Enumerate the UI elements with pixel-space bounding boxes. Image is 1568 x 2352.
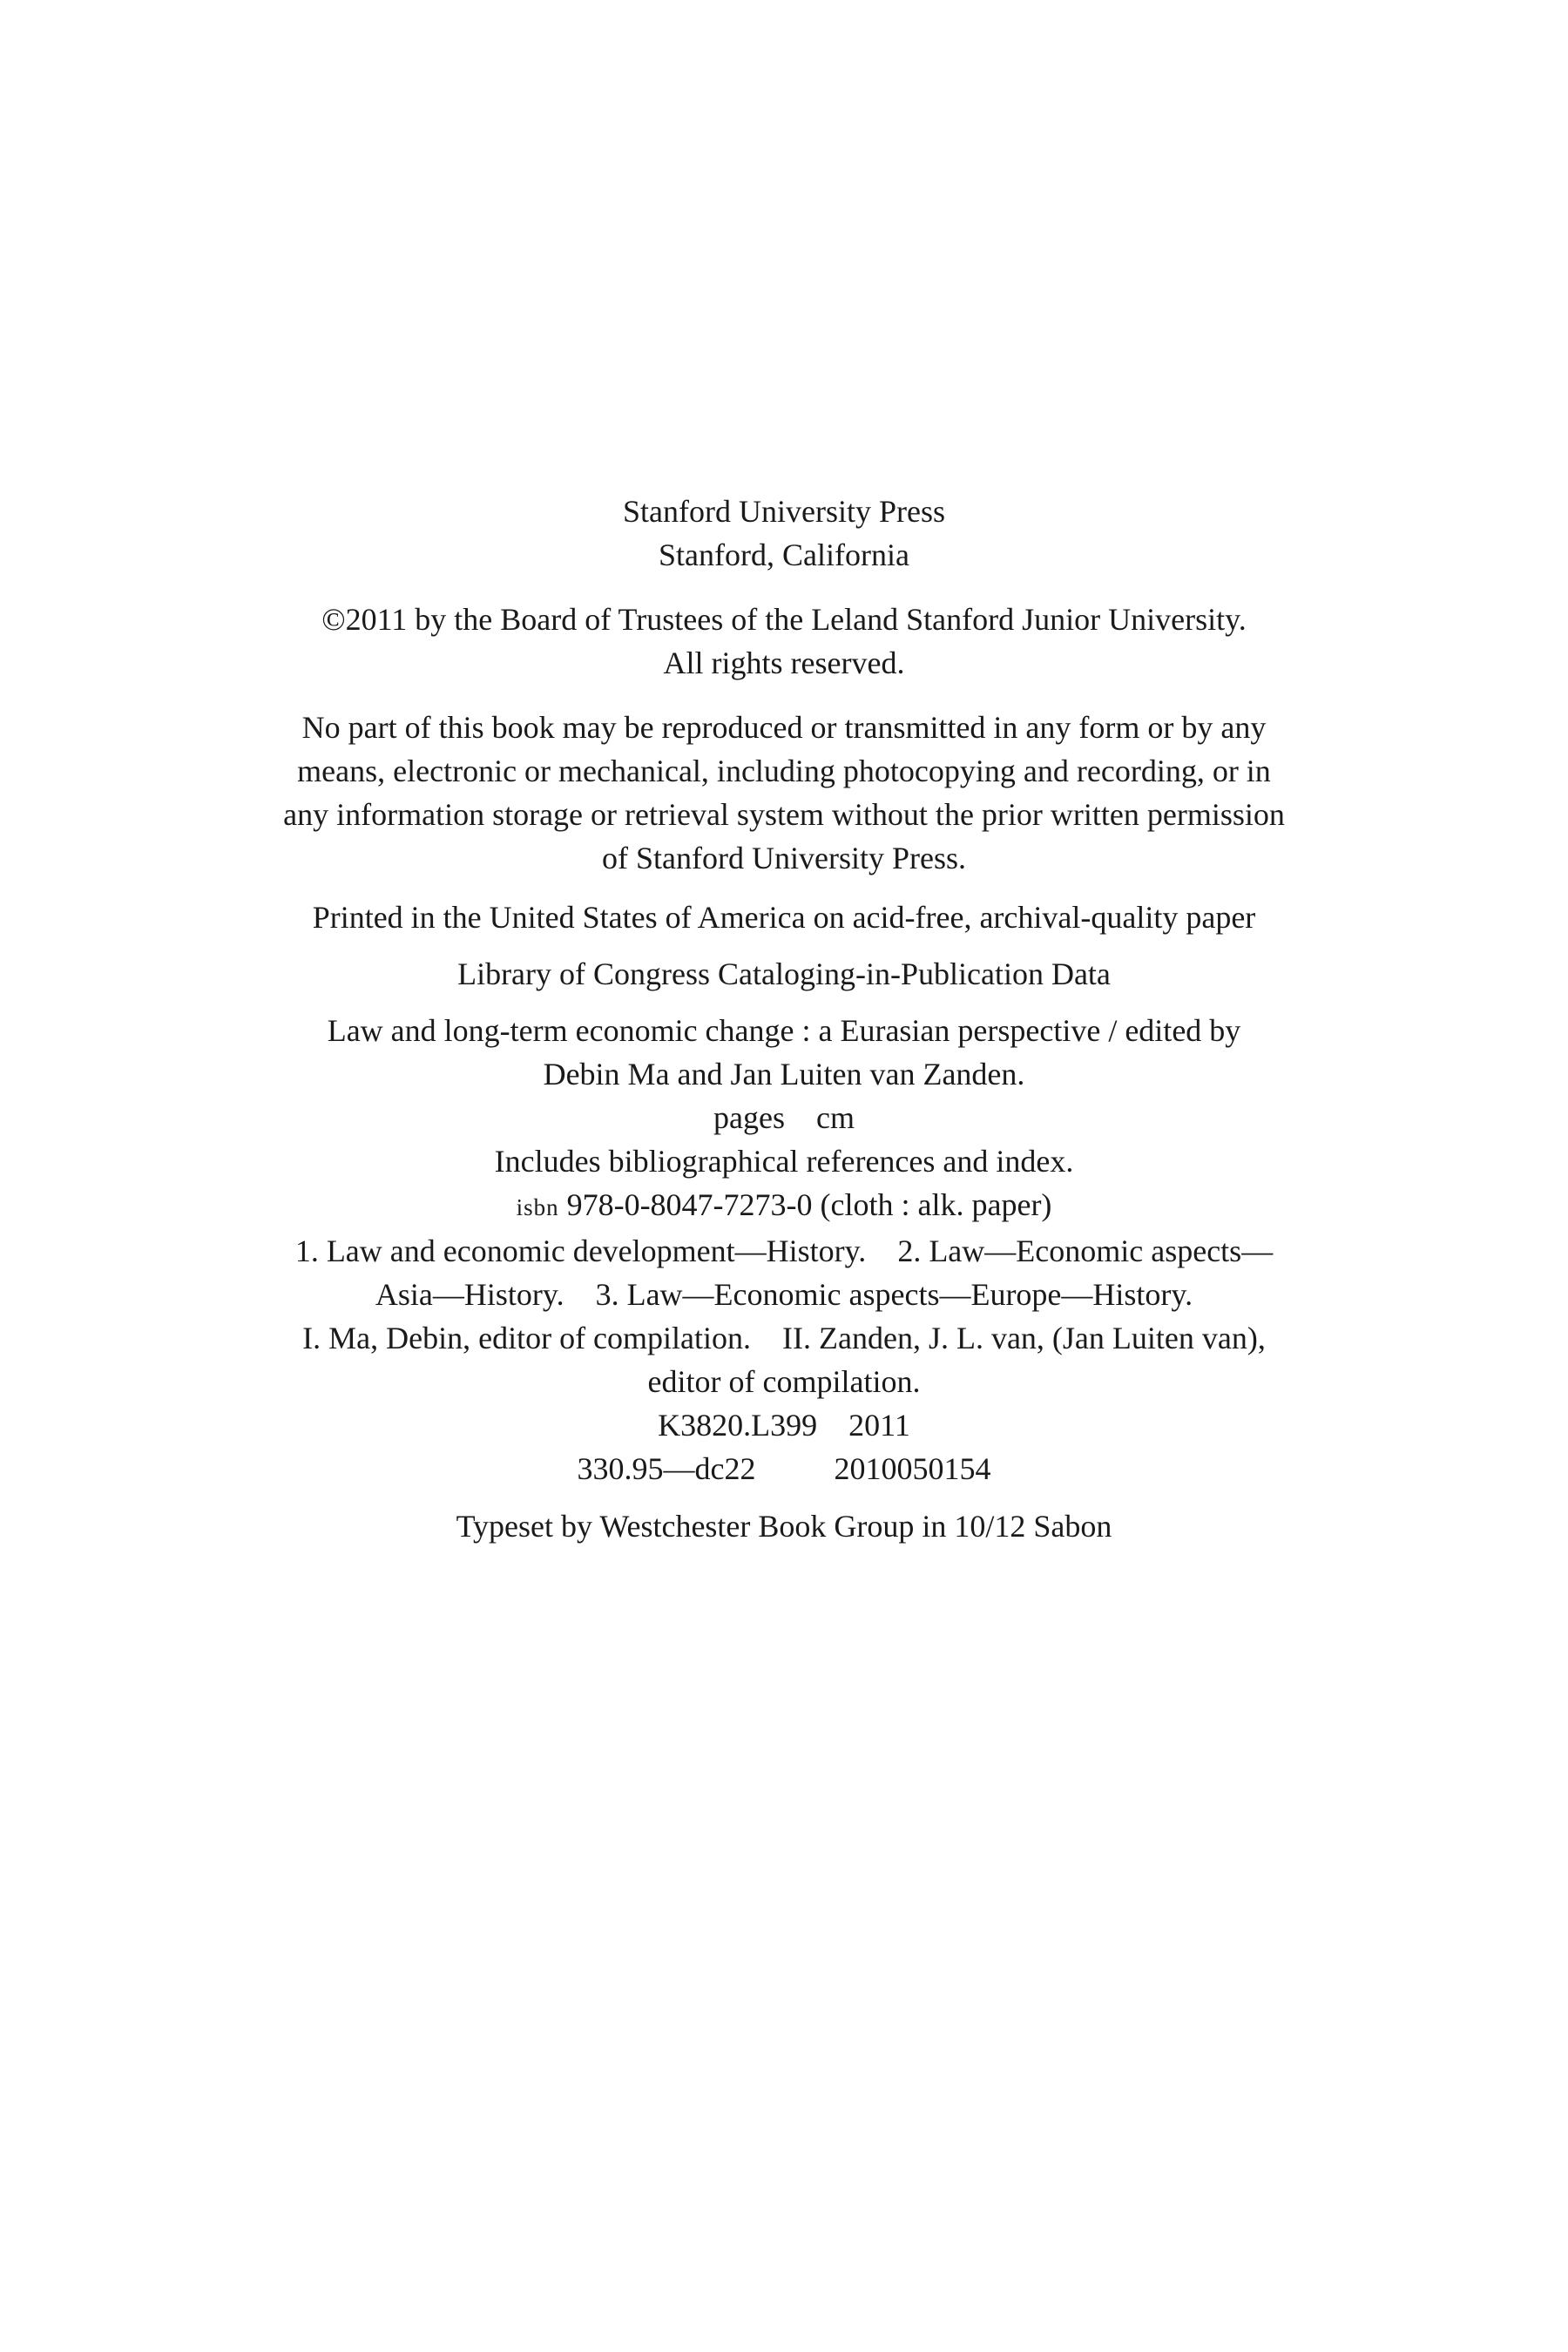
- lccn-number: 2010050154: [834, 1451, 991, 1486]
- rights-statement: [0, 706, 1568, 880]
- printing-line: Printed in the United States of America on acid-free, archival-quality paper: [312, 900, 1256, 935]
- isbn-label: isbn: [516, 1194, 559, 1220]
- cip-dewey-line: [0, 1447, 1568, 1490]
- cip-editors-line-1: [0, 1316, 1568, 1360]
- rights-line-4: of Stanford University Press.: [602, 841, 966, 875]
- publisher-block: [0, 490, 1568, 577]
- cip-editors-line-2: editor of compilation.: [647, 1364, 921, 1399]
- cip-isbn-line: [0, 1183, 1568, 1229]
- cip-subject-2: 2. Law—Economic aspects—: [897, 1233, 1274, 1268]
- cip-title-line-2: Debin Ma and Jan Luiten van Zanden.: [543, 1057, 1025, 1092]
- lc-class-number: K3820.L399: [658, 1408, 818, 1443]
- cip-lc-line: [0, 1403, 1568, 1447]
- cip-editor-1: I. Ma, Debin, editor of compilation.: [302, 1321, 752, 1355]
- rights-line-1: No part of this book may be reproduced or transmitted in any form or by any: [301, 710, 1267, 745]
- cip-physical-description: [0, 1096, 1568, 1139]
- copyright-notice: ©2011 by the Board of Trustees of the Leland Stanford Junior University.: [321, 602, 1247, 637]
- isbn-value: 978-0-8047-7273-0 (cloth : alk. paper): [566, 1187, 1052, 1222]
- rights-line-2: means, electronic or mechanical, including photocopying and recording, or in: [297, 754, 1271, 788]
- cip-data-block: [0, 1009, 1568, 1490]
- cip-subject-2-cont: Asia—History.: [375, 1277, 564, 1312]
- typeset-line: Typeset by Westchester Book Group in 10/12 Sabon: [456, 1509, 1112, 1544]
- cip-subject-1: 1. Law and economic development—History.: [294, 1233, 867, 1268]
- cip-subject-3: 3. Law—Economic aspects—Europe—History.: [595, 1277, 1193, 1312]
- rights-reserved: All rights reserved.: [663, 645, 905, 680]
- copyright-block: [0, 598, 1568, 685]
- cip-pages: pages: [713, 1100, 785, 1135]
- cip-editor-2: II. Zanden, J. L. van, (Jan Luiten van),: [782, 1321, 1266, 1355]
- cip-title-line-1: Law and long-term economic change : a Eurasian perspective / edited by: [327, 1013, 1241, 1048]
- cip-subjects-line-1: [0, 1229, 1568, 1273]
- typeset-statement: [0, 1504, 1568, 1548]
- cip-subjects-line-2: [0, 1273, 1568, 1316]
- loc-heading: [0, 952, 1568, 996]
- printing-statement: [0, 896, 1568, 939]
- loc-heading-text: Library of Congress Cataloging-in-Publication Data: [457, 956, 1111, 991]
- dewey-number: 330.95—dc22: [577, 1451, 756, 1486]
- cip-bibliography-note: Includes bibliographical references and index.: [494, 1144, 1074, 1179]
- publisher-name: Stanford University Press: [623, 494, 945, 529]
- rights-line-3: any information storage or retrieval system without the prior written permission: [283, 797, 1285, 832]
- lc-year: 2011: [848, 1408, 910, 1443]
- publisher-location: Stanford, California: [659, 537, 909, 572]
- cip-cm: cm: [815, 1100, 855, 1135]
